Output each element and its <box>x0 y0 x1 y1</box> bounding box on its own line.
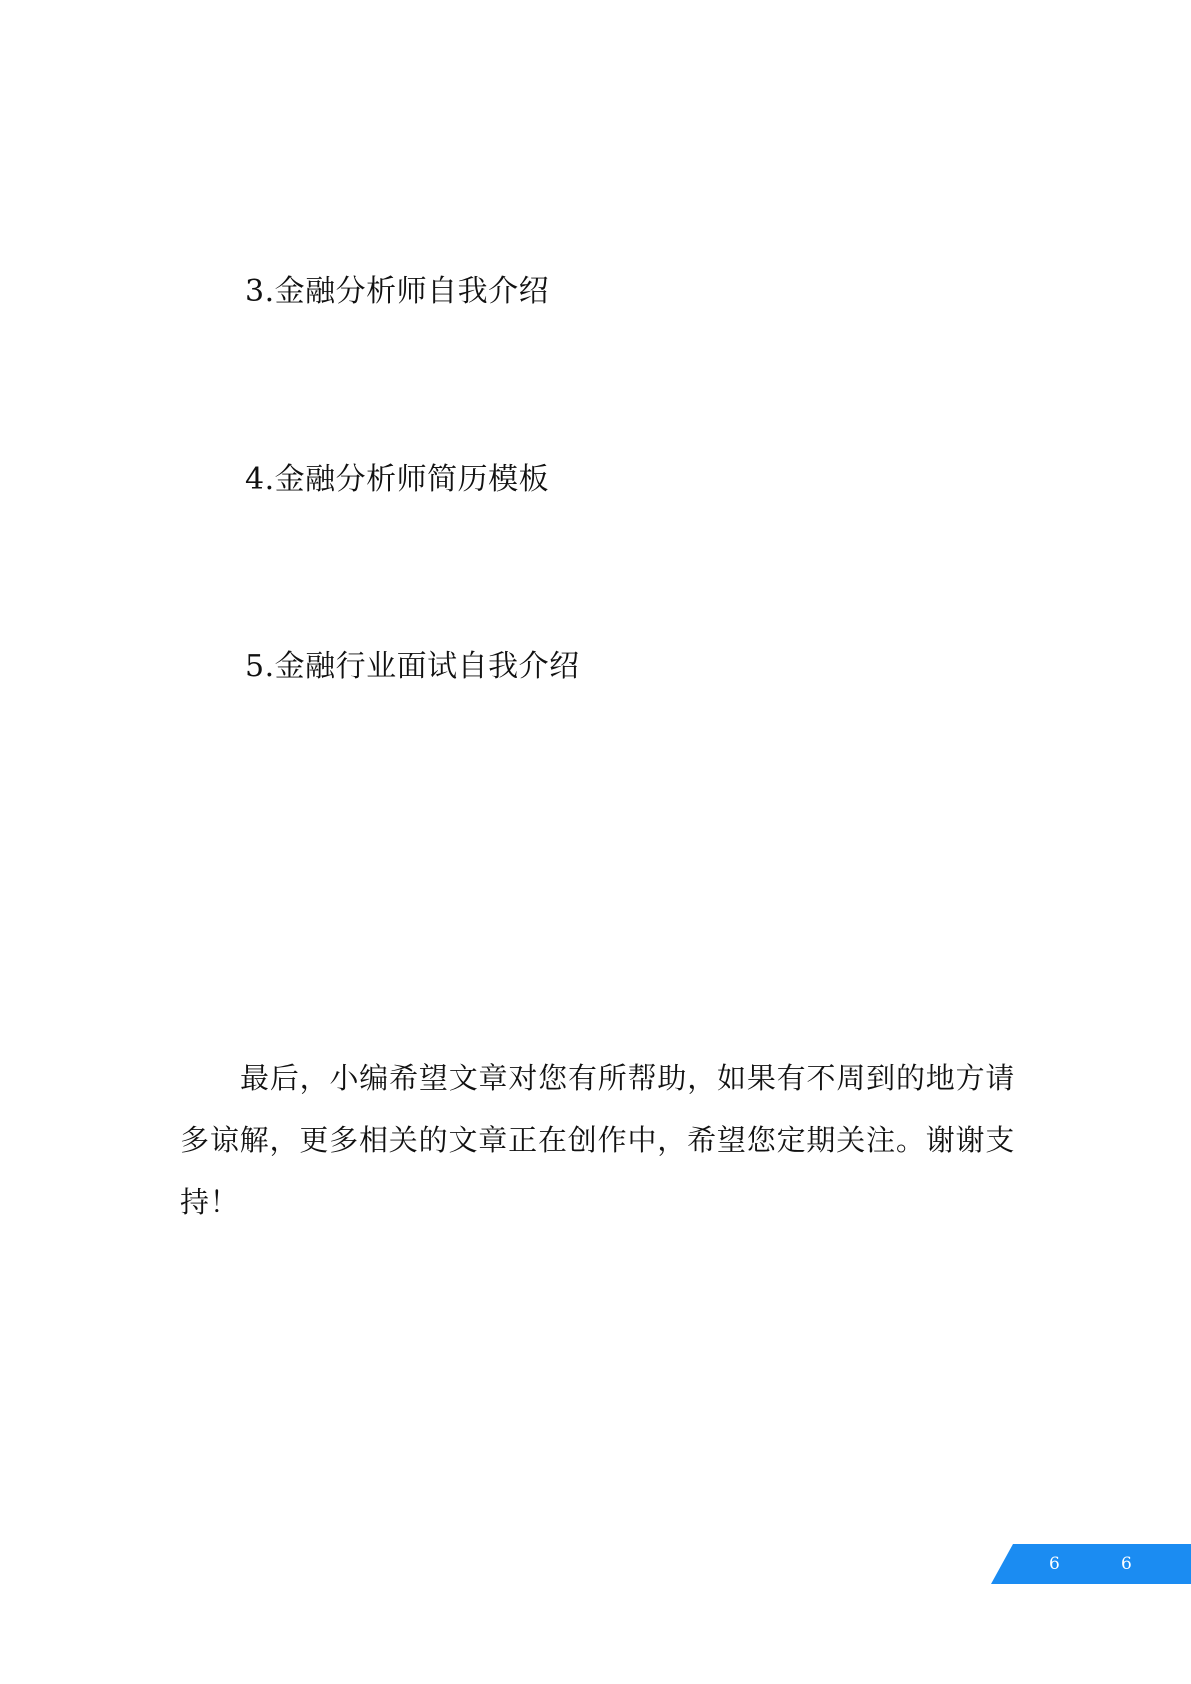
list-item: 4.金融分析师简历模板 <box>245 462 550 497</box>
list-item: 5.金融行业面试自我介绍 <box>245 649 580 684</box>
page-number-badge <box>991 1544 1191 1584</box>
page-number: 6 <box>1121 1554 1132 1574</box>
closing-paragraph: 最后，小编希望文章对您有所帮助，如果有不周到的地方请多谅解，更多相关的文章正在创作中，希望您定期关注。谢谢支持！ <box>180 1061 1015 1219</box>
page-number: 6 <box>1049 1554 1060 1574</box>
list-item: 3.金融分析师自我介绍 <box>245 274 550 309</box>
